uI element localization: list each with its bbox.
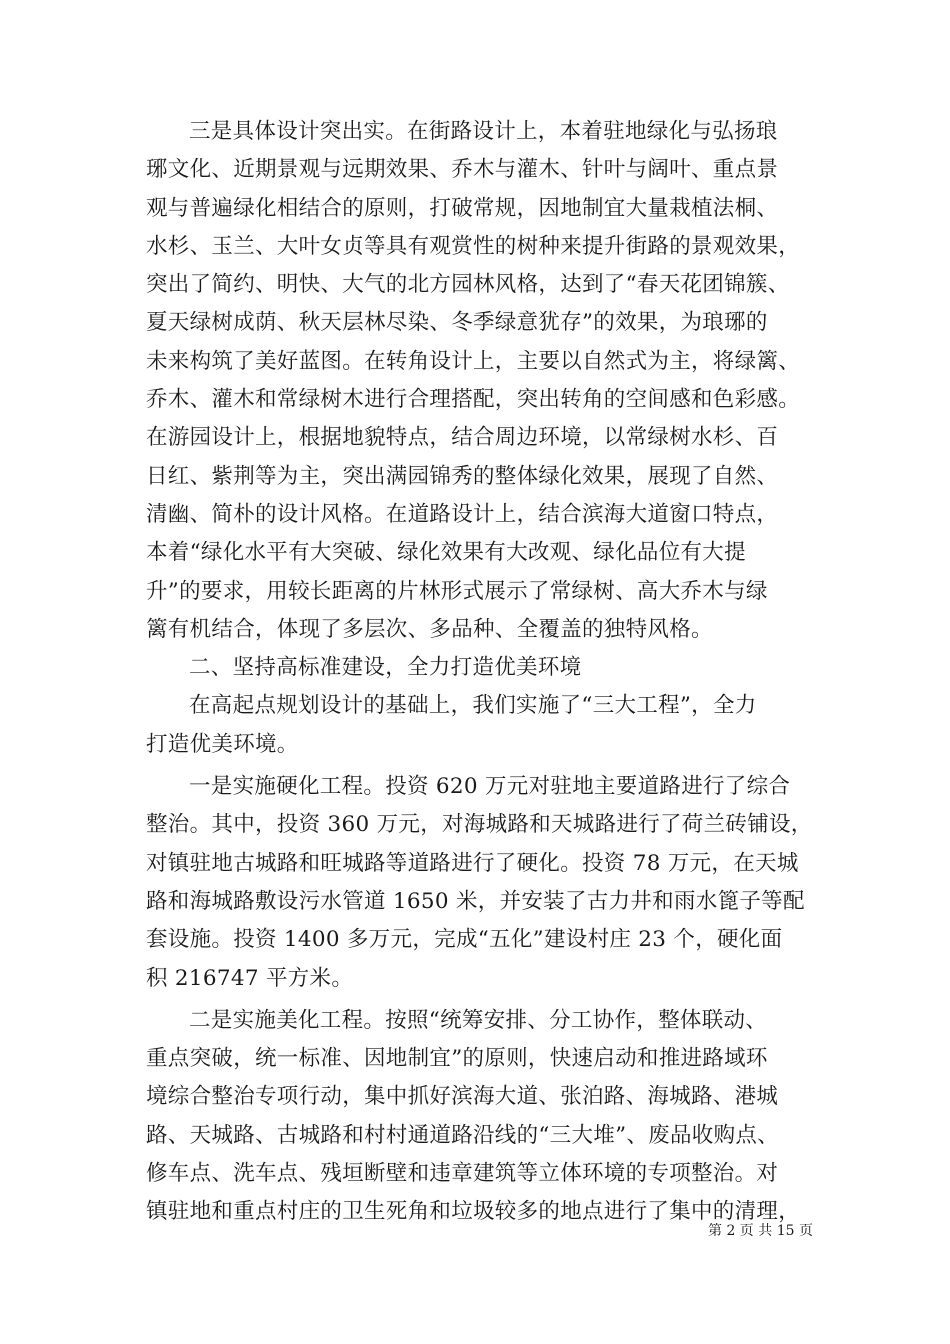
text-line: 镇驻地和重点村庄的卫生死角和垃圾较多的地点进行了集中的清理， <box>146 1199 801 1225</box>
text-line: 路、天城路、古城路和村村通道路沿线的“三大堆”、废品收购点、 <box>146 1122 779 1148</box>
text-line: 升”的要求，用较长距离的片林形式展示了常绿树、高大乔木与绿 <box>146 578 768 604</box>
text-line: 观与普遍绿化相结合的原则，打破常规，因地制宜大量栽植法桐、 <box>146 195 779 221</box>
text-line: 乔木、灌木和常绿树木进行合理搭配，突出转角的空间感和色彩感。 <box>146 387 801 413</box>
text-line: 套设施。投资 1400 多万元，完成“五化”建设村庄 23 个，硬化面 <box>146 927 783 953</box>
paragraph-hardening-project <box>146 768 836 998</box>
text-line: 琊文化、近期景观与远期效果、乔木与灌木、针叶与阔叶、重点景 <box>146 157 779 183</box>
section-heading: 二、坚持高标准建设，全力打造优美环境 <box>189 655 582 681</box>
text-line: 一是实施硬化工程。投资 620 万元对驻地主要道路进行了综合 <box>189 774 791 800</box>
text-line: 清幽、简朴的设计风格。在道路设计上，结合滨海大道窗口特点， <box>146 501 779 527</box>
text-line: 日红、紫荆等为主，突出满园锦秀的整体绿化效果，展现了自然、 <box>146 463 779 489</box>
document-body <box>146 113 836 1232</box>
text-line: 打造优美环境。 <box>146 731 299 757</box>
text-line: 整治。其中，投资 360 万元，对海城路和天城路进行了荷兰砖铺设， <box>146 812 813 838</box>
text-line: 水杉、玉兰、大叶女贞等具有观赏性的树种来提升街路的景观效果， <box>146 233 801 259</box>
text-line: 篱有机结合，体现了多层次、多品种、全覆盖的独特风格。 <box>146 616 713 642</box>
text-line: 积 216747 平方米。 <box>146 965 354 991</box>
page-number-footer: 第 2 页 共 15 页 <box>708 1223 813 1239</box>
text-line: 在高起点规划设计的基础上，我们实施了“三大工程”，全力 <box>189 693 757 719</box>
text-line: 路和海城路敷设污水管道 1650 米，并安装了古力井和雨水篦子等配 <box>146 888 805 914</box>
text-line: 修车点、洗车点、残垣断壁和违章建筑等立体环境的专项整治。对 <box>146 1161 779 1187</box>
text-line: 三是具体设计突出实。在街路设计上，本着驻地绿化与弘扬琅 <box>189 119 778 144</box>
text-line: 对镇驻地古城路和旺城路等道路进行了硬化。投资 78 万元，在天城 <box>146 850 799 876</box>
text-line: 在游园设计上，根据地貌特点，结合周边环境，以常绿树水杉、百 <box>146 425 779 451</box>
text-line: 二是实施美化工程。按照“统筹安排、分工协作，整体联动、 <box>189 1007 768 1033</box>
text-line: 重点突破，统一标准、因地制宜”的原则，快速启动和推进路域环 <box>146 1046 768 1072</box>
text-line: 突出了简约、明快、大气的北方园林风格，达到了“春天花团锦簇、 <box>146 272 790 298</box>
section-heading-2 <box>146 649 836 687</box>
paragraph-three-projects-intro <box>146 687 836 764</box>
text-line: 境综合整治专项行动，集中抓好滨海大道、张泊路、海城路、港城 <box>146 1084 779 1110</box>
text-line: 未来构筑了美好蓝图。在转角设计上，主要以自然式为主，将绿篱、 <box>146 348 801 374</box>
paragraph-specific-design <box>146 113 836 649</box>
text-line: 夏天绿树成荫、秋天层林尽染、冬季绿意犹存”的效果，为琅琊的 <box>146 310 768 336</box>
paragraph-beautification-project <box>146 1002 836 1232</box>
text-line: 本着“绿化水平有大突破、绿化效果有大改观、绿化品位有大提 <box>146 540 746 566</box>
